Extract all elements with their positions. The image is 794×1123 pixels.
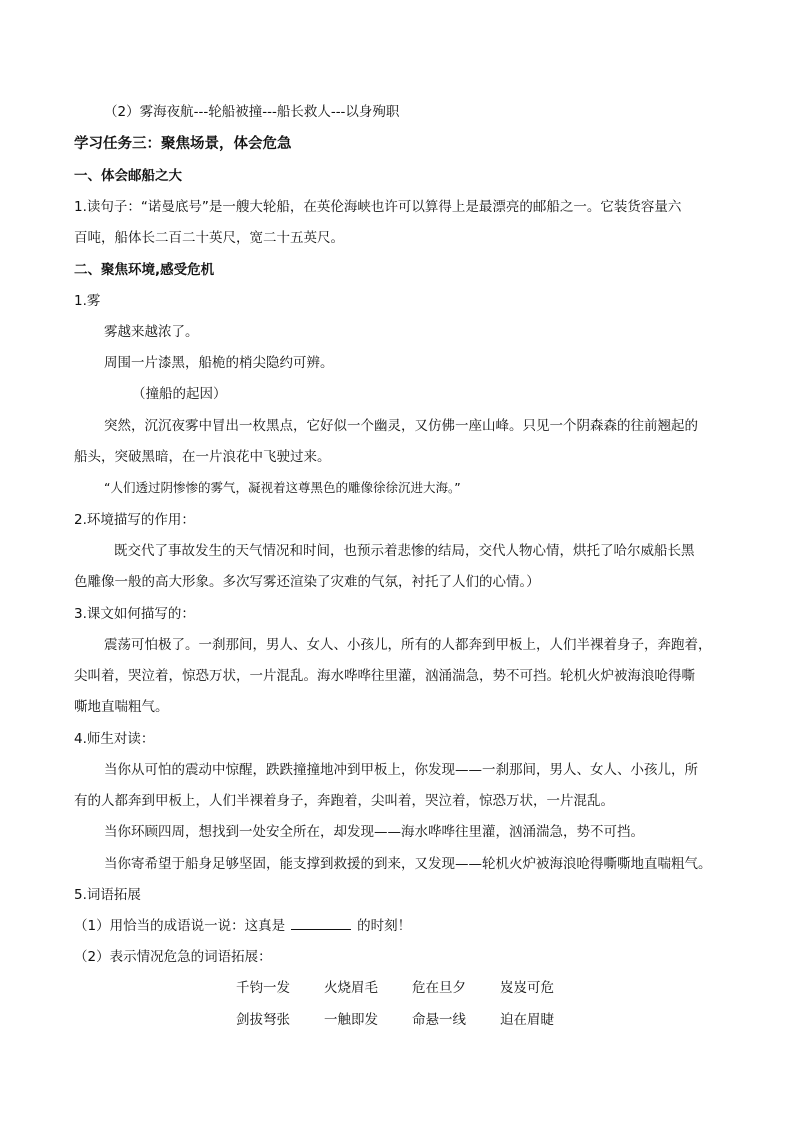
- item-environment-label: 2.环境描写的作用：: [74, 512, 195, 528]
- idiom: 火烧眉毛: [324, 980, 378, 996]
- item-description-label: 3.课文如何描写的：: [74, 606, 195, 622]
- collision-text-line-1: 突然，沉沉夜雾中冒出一枚黑点，它好似一个幽灵，又仿佛一座山峰。只见一个阴森森的往前翘起的: [104, 418, 698, 434]
- idiom-row-1: [236, 978, 596, 998]
- description-line-3: 嘶地直喘粗气。: [74, 699, 169, 715]
- fill-blank-suffix: 的时刻！: [357, 918, 412, 934]
- item-vocabulary-label: 5.词语拓展: [74, 887, 141, 903]
- reading-sentence-line-1: 1.读句子：“诺曼底号”是一艘大轮船，在英伦海峡也许可以算得上是最漂亮的邮船之一。它装货容量六: [74, 199, 682, 215]
- dialogue-line-2: 有的人都奔到甲板上，人们半裸着身子，奔跑着，尖叫着，哭泣着，惊恐万状，一片混乱。: [74, 793, 614, 809]
- fill-blank-line: [74, 916, 734, 936]
- vocabulary-expansion-label: （2）表示情况危急的词语拓展：: [74, 949, 272, 965]
- idiom: 命悬一线: [412, 1012, 466, 1028]
- idiom: 迫在眉睫: [500, 1012, 554, 1028]
- dialogue-line-1: 当你从可怕的震动中惊醒，跌跌撞撞地冲到甲板上，你发现——一刹那间，男人、女人、小孩儿，所: [104, 762, 698, 778]
- fog-text-2: 周围一片漆黑，船桅的梢尖隐约可辨。: [104, 355, 334, 371]
- idiom: 千钧一发: [236, 980, 290, 996]
- environment-effect-line-2: 色雕像一般的高大形象。多次写雾还渲染了灾难的气氛，衬托了人们的心情。）: [74, 574, 540, 590]
- section-one-heading: 一、体会邮船之大: [74, 168, 182, 184]
- dialogue-line-4: 当你寄希望于船身足够坚固，能支撑到救援的到来，又发现——轮机火炉被海浪呛得嘶嘶地直喘粗气。: [104, 856, 712, 872]
- idiom-row-2: [236, 1010, 596, 1030]
- reading-sentence-line-2: 百吨，船体长二百二十英尺，宽二十五英尺。: [74, 230, 344, 246]
- dialogue-line-3: 当你环顾四周，想找到一处安全所在，却发现——海水哗哗往里灌，汹涌湍急，势不可挡。: [104, 824, 644, 840]
- fill-blank-prompt: （1）用恰当的成语说一说：这真是: [74, 918, 286, 934]
- idiom: 一触即发: [324, 1012, 378, 1028]
- fog-text-1: 雾越来越浓了。: [104, 324, 199, 340]
- collision-text-line-2: 船头，突破黑暗，在一片浪花中飞驶过来。: [74, 449, 331, 465]
- collision-cause-note: （撞船的起因）: [132, 386, 227, 402]
- section-two-heading: 二、聚焦环境,感受危机: [74, 262, 215, 278]
- description-line-2: 尖叫着，哭泣着，惊恐万状，一片混乱。海水哗哗往里灌，汹涌湍急，势不可挡。轮机火炉被海浪呛得嘶: [74, 668, 695, 684]
- environment-effect-line-1: 既交代了事故发生的天气情况和时间，也预示着悲惨的结局，交代人物心情，烘托了哈尔威船长黑: [114, 543, 695, 559]
- item-dialogue-label: 4.师生对读：: [74, 731, 155, 747]
- idiom: 岌岌可危: [500, 980, 554, 996]
- item-fog-label: 1.雾: [74, 293, 101, 309]
- answer-blank[interactable]: [291, 917, 351, 930]
- quote-sentence: “人们透过阴惨惨的雾气，凝视着这尊黑色的雕像徐徐沉进大海。”: [104, 480, 461, 495]
- idiom: 危在旦夕: [412, 980, 466, 996]
- description-line-1: 震荡可怕极了。一刹那间，男人、女人、小孩儿，所有的人都奔到甲板上，人们半裸着身子，奔跑着，: [104, 637, 712, 653]
- idiom: 剑拔弩张: [236, 1012, 290, 1028]
- task-three-heading: 学习任务三：聚焦场景，体会危急: [74, 136, 292, 152]
- outline-item-2: （2）雾海夜航---轮船被撞---船长救人---以身殉职: [104, 104, 400, 120]
